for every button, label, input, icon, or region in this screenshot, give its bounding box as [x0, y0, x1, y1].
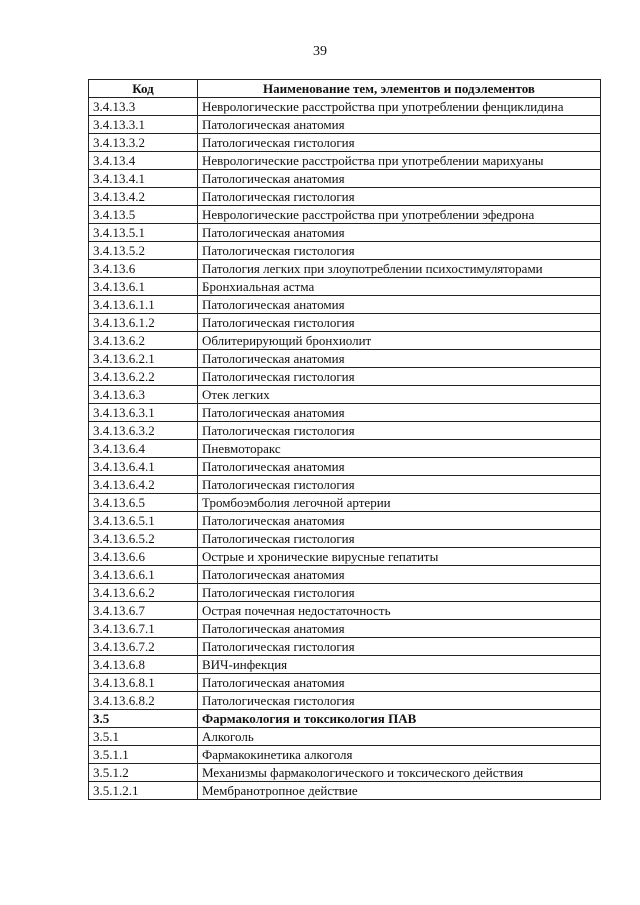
table-row: [89, 242, 601, 260]
row-name: Мембранотропное действие: [198, 782, 601, 800]
row-code: 3.4.13.6.6.1: [89, 566, 198, 584]
table-row: [89, 656, 601, 674]
table-row: [89, 512, 601, 530]
row-code: 3.4.13.6.4: [89, 440, 198, 458]
row-code: 3.4.13.3: [89, 98, 198, 116]
row-code: 3.4.13.5.1: [89, 224, 198, 242]
row-name: Патологическая гистология: [198, 692, 601, 710]
row-name: Бронхиальная астма: [198, 278, 601, 296]
row-code: 3.4.13.6.8.2: [89, 692, 198, 710]
table-row: [89, 476, 601, 494]
row-name: Патологическая анатомия: [198, 350, 601, 368]
row-name: Патология легких при злоупотреблении психостимуляторами: [198, 260, 601, 278]
row-name: Патологическая гистология: [198, 584, 601, 602]
table-row: [89, 746, 601, 764]
table-row: [89, 584, 601, 602]
row-code: 3.4.13.6.5.2: [89, 530, 198, 548]
row-code: 3.4.13.6.2.2: [89, 368, 198, 386]
row-name: ВИЧ-инфекция: [198, 656, 601, 674]
row-code: 3.5.1.1: [89, 746, 198, 764]
row-code: 3.4.13.6.4.1: [89, 458, 198, 476]
row-name: Алкоголь: [198, 728, 601, 746]
row-name: Патологическая гистология: [198, 368, 601, 386]
table-row: [89, 260, 601, 278]
table-row: [89, 116, 601, 134]
row-code: 3.4.13.6.6.2: [89, 584, 198, 602]
table-row: [89, 98, 601, 116]
row-code: 3.5.1.2: [89, 764, 198, 782]
row-code: 3.4.13.6.7: [89, 602, 198, 620]
curriculum-table: [88, 79, 601, 800]
row-code: 3.4.13.6.8: [89, 656, 198, 674]
row-name: Патологическая анатомия: [198, 170, 601, 188]
table-row: [89, 494, 601, 512]
row-name: Облитерирующий бронхиолит: [198, 332, 601, 350]
row-name: Патологическая анатомия: [198, 674, 601, 692]
row-code: 3.5.1.2.1: [89, 782, 198, 800]
page-number: 39: [313, 44, 327, 59]
table-row: [89, 620, 601, 638]
row-code: 3.4.13.6.5: [89, 494, 198, 512]
table-header-row: [89, 80, 601, 98]
row-code: 3.4.13.6: [89, 260, 198, 278]
row-code: 3.4.13.4.2: [89, 188, 198, 206]
row-name: Патологическая гистология: [198, 242, 601, 260]
row-code: 3.5: [89, 710, 198, 728]
table-row: [89, 188, 601, 206]
row-name: Неврологические расстройства при употреблении марихуаны: [198, 152, 601, 170]
row-code: 3.4.13.6.5.1: [89, 512, 198, 530]
row-name: Патологическая анатомия: [198, 296, 601, 314]
table-row: [89, 278, 601, 296]
row-code: 3.4.13.6.7.1: [89, 620, 198, 638]
row-code: 3.4.13.6.7.2: [89, 638, 198, 656]
row-name: Патологическая анатомия: [198, 224, 601, 242]
table-row: [89, 764, 601, 782]
table-row: [89, 530, 601, 548]
table-body: [89, 98, 601, 800]
row-name: Фармакокинетика алкоголя: [198, 746, 601, 764]
row-name: Патологическая анатомия: [198, 116, 601, 134]
table-row: [89, 422, 601, 440]
table-row: [89, 332, 601, 350]
row-name: Патологическая анатомия: [198, 458, 601, 476]
row-name: Патологическая анатомия: [198, 512, 601, 530]
table-row: [89, 458, 601, 476]
row-name: Патологическая гистология: [198, 638, 601, 656]
row-code: 3.4.13.6.1: [89, 278, 198, 296]
row-code: 3.4.13.3.2: [89, 134, 198, 152]
row-code: 3.4.13.6.8.1: [89, 674, 198, 692]
row-code: 3.4.13.6.6: [89, 548, 198, 566]
table-row: [89, 314, 601, 332]
table-row: [89, 674, 601, 692]
row-name: Отек легких: [198, 386, 601, 404]
table-row: [89, 566, 601, 584]
table-row: [89, 134, 601, 152]
row-code: 3.4.13.6.3: [89, 386, 198, 404]
row-name: Патологическая гистология: [198, 188, 601, 206]
row-name: Пневмоторакс: [198, 440, 601, 458]
table-row: [89, 296, 601, 314]
table-row: [89, 782, 601, 800]
code-column-header: Код: [89, 80, 198, 98]
row-code: 3.4.13.4: [89, 152, 198, 170]
table-row: [89, 386, 601, 404]
table-row: [89, 404, 601, 422]
table-row: [89, 206, 601, 224]
row-name: Острая почечная недостаточность: [198, 602, 601, 620]
table-row: [89, 602, 601, 620]
row-code: 3.4.13.5.2: [89, 242, 198, 260]
row-name: Патологическая анатомия: [198, 566, 601, 584]
name-column-header: Наименование тем, элементов и подэлементов: [198, 80, 601, 98]
table-row: [89, 170, 601, 188]
table-row: [89, 368, 601, 386]
table-row: [89, 692, 601, 710]
row-name: Механизмы фармакологического и токсического действия: [198, 764, 601, 782]
row-name: Патологическая гистология: [198, 476, 601, 494]
table-row: [89, 224, 601, 242]
row-code: 3.4.13.6.1.1: [89, 296, 198, 314]
table-row: [89, 638, 601, 656]
row-name: Фармакология и токсикология ПАВ: [198, 710, 601, 728]
row-code: 3.4.13.6.3.1: [89, 404, 198, 422]
row-name: Патологическая гистология: [198, 422, 601, 440]
table-row: [89, 710, 601, 728]
row-name: Патологическая гистология: [198, 314, 601, 332]
row-name: Неврологические расстройства при употреблении фенциклидина: [198, 98, 601, 116]
row-code: 3.5.1: [89, 728, 198, 746]
row-name: Патологическая гистология: [198, 134, 601, 152]
row-name: Тромбоэмболия легочной артерии: [198, 494, 601, 512]
row-name: Патологическая гистология: [198, 530, 601, 548]
row-code: 3.4.13.6.3.2: [89, 422, 198, 440]
table-row: [89, 548, 601, 566]
row-code: 3.4.13.5: [89, 206, 198, 224]
row-code: 3.4.13.6.4.2: [89, 476, 198, 494]
table-row: [89, 152, 601, 170]
table-row: [89, 728, 601, 746]
row-name: Патологическая анатомия: [198, 620, 601, 638]
row-code: 3.4.13.3.1: [89, 116, 198, 134]
table-row: [89, 350, 601, 368]
row-code: 3.4.13.6.1.2: [89, 314, 198, 332]
row-code: 3.4.13.4.1: [89, 170, 198, 188]
row-name: Неврологические расстройства при употреблении эфедрона: [198, 206, 601, 224]
row-name: Патологическая анатомия: [198, 404, 601, 422]
table-row: [89, 440, 601, 458]
row-code: 3.4.13.6.2.1: [89, 350, 198, 368]
row-name: Острые и хронические вирусные гепатиты: [198, 548, 601, 566]
row-code: 3.4.13.6.2: [89, 332, 198, 350]
